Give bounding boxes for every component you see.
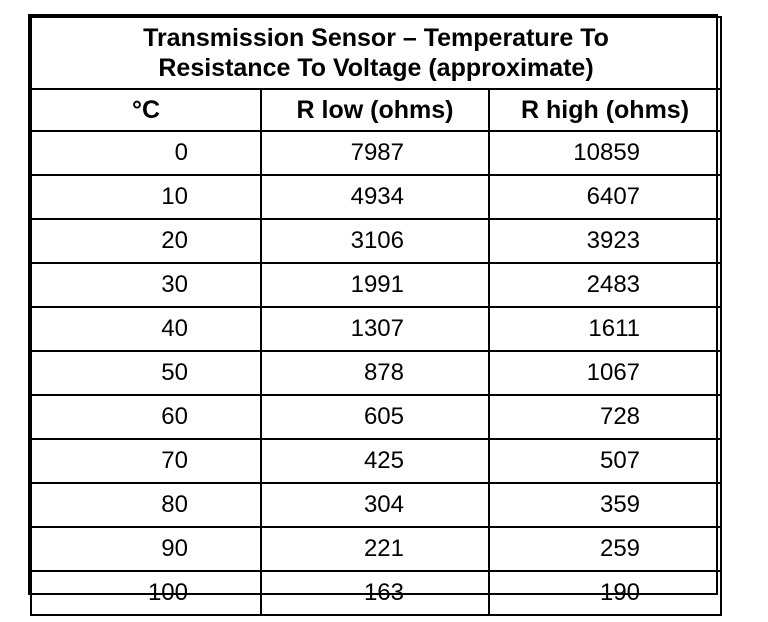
table-title-line-1: Transmission Sensor – Temperature To	[143, 24, 609, 52]
r-low-cell: 7987	[261, 131, 489, 175]
r-low-cell: 425	[261, 439, 489, 483]
r-high-cell: 2483	[489, 263, 721, 307]
r-high-cell: 190	[489, 571, 721, 615]
r-high-cell: 1611	[489, 307, 721, 351]
table-row	[31, 395, 721, 439]
temperature-cell: 50	[31, 351, 261, 395]
table-title-line-2: Resistance To Voltage (approximate)	[158, 54, 594, 82]
table-row	[31, 483, 721, 527]
table-row	[31, 131, 721, 175]
temperature-cell: 100	[31, 571, 261, 615]
temperature-cell: 30	[31, 263, 261, 307]
temperature-cell: 70	[31, 439, 261, 483]
table-row	[31, 351, 721, 395]
temperature-cell: 10	[31, 175, 261, 219]
temperature-cell: 40	[31, 307, 261, 351]
temperature-cell: 20	[31, 219, 261, 263]
sensor-table-container	[28, 14, 718, 606]
r-high-cell: 3923	[489, 219, 721, 263]
r-high-cell: 259	[489, 527, 721, 571]
r-low-cell: 3106	[261, 219, 489, 263]
r-high-cell: 507	[489, 439, 721, 483]
header-r-high: R high (ohms)	[489, 89, 721, 131]
sensor-table	[30, 16, 722, 616]
r-high-cell: 728	[489, 395, 721, 439]
table-row	[31, 175, 721, 219]
table-title	[31, 17, 721, 89]
r-high-cell: 359	[489, 483, 721, 527]
r-low-cell: 163	[261, 571, 489, 615]
temperature-cell: 60	[31, 395, 261, 439]
table-row	[31, 263, 721, 307]
r-low-cell: 878	[261, 351, 489, 395]
table-row	[31, 439, 721, 483]
r-high-cell: 10859	[489, 131, 721, 175]
table-row	[31, 307, 721, 351]
header-r-low: R low (ohms)	[261, 89, 489, 131]
r-low-cell: 1991	[261, 263, 489, 307]
temperature-cell: 90	[31, 527, 261, 571]
r-low-cell: 1307	[261, 307, 489, 351]
temperature-cell: 80	[31, 483, 261, 527]
header-celsius: °C	[31, 89, 261, 131]
header-row	[31, 89, 721, 131]
r-low-cell: 4934	[261, 175, 489, 219]
r-low-cell: 304	[261, 483, 489, 527]
r-low-cell: 221	[261, 527, 489, 571]
table-row	[31, 571, 721, 615]
table-row	[31, 219, 721, 263]
table-row	[31, 527, 721, 571]
r-low-cell: 605	[261, 395, 489, 439]
temperature-cell: 0	[31, 131, 261, 175]
r-high-cell: 1067	[489, 351, 721, 395]
r-high-cell: 6407	[489, 175, 721, 219]
